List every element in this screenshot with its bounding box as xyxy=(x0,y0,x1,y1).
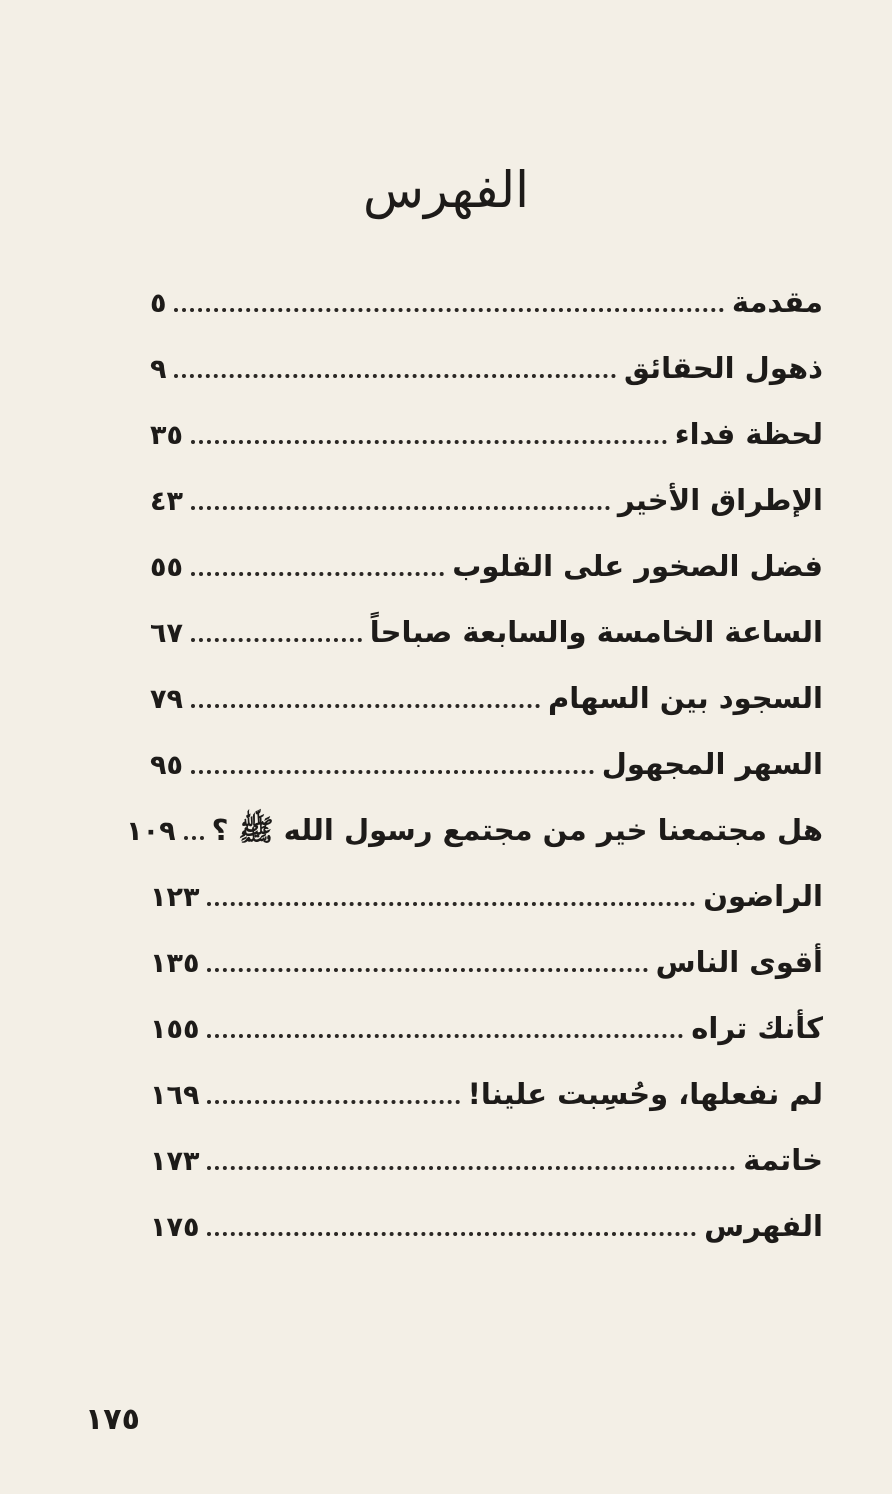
dot-leader xyxy=(191,572,444,576)
dot-leader xyxy=(207,902,695,906)
toc-entry xyxy=(150,412,823,478)
toc-entry-page: ٦٧ xyxy=(150,618,183,649)
dot-leader xyxy=(191,770,594,774)
toc-entry-page: ٥٥ xyxy=(150,552,183,583)
toc-entry xyxy=(150,742,823,808)
toc-entry xyxy=(150,874,823,940)
dot-leader xyxy=(191,704,540,708)
toc-entry-title: السجود بين السهام xyxy=(548,681,823,715)
page-number: ١٧٥ xyxy=(85,1402,140,1437)
dot-leader xyxy=(207,968,647,972)
toc-entry-title: ذهول الحقائق xyxy=(624,351,823,385)
toc-entry-page: ١٥٥ xyxy=(150,1014,200,1045)
dot-leader xyxy=(207,1100,459,1104)
toc-entry-title: لحظة فداء xyxy=(674,417,823,451)
toc-entry xyxy=(150,610,823,676)
dot-leader xyxy=(191,440,667,444)
toc-entry-title: الإطراق الأخير xyxy=(617,483,823,517)
toc-entry-page: ٤٣ xyxy=(150,486,183,517)
toc-entry-title: الفهرس xyxy=(704,1209,823,1243)
toc-entry-title: فضل الصخور على القلوب xyxy=(452,549,823,583)
toc-entry xyxy=(150,346,823,412)
toc-entry-page: ١٠٩ xyxy=(126,816,176,847)
toc-entry-page: ١٧٥ xyxy=(150,1212,200,1243)
toc-entry xyxy=(150,1204,823,1270)
toc-entry-page: ٣٥ xyxy=(150,420,183,451)
toc-entry-page: ٧٩ xyxy=(150,684,183,715)
toc-entry-page: ١٧٣ xyxy=(150,1146,200,1177)
dot-leader xyxy=(207,1166,735,1170)
toc-entry xyxy=(150,676,823,742)
toc-entry-title: الساعة الخامسة والسابعة صباحاً xyxy=(369,615,823,649)
toc-entry-page: ١٦٩ xyxy=(150,1080,200,1111)
toc-entry-page: ٥ xyxy=(150,288,167,319)
toc-entry-title: مقدمة xyxy=(731,285,823,319)
page-title: الفهرس xyxy=(362,161,530,219)
toc-entry-title: كأنك تراه xyxy=(691,1011,823,1045)
toc-entry-page: ١٣٥ xyxy=(150,948,200,979)
toc-entry xyxy=(126,808,823,874)
toc-entry-page: ١٢٣ xyxy=(150,882,200,913)
dot-leader xyxy=(184,836,204,840)
toc-entry-page: ٩٥ xyxy=(150,750,183,781)
toc-entry xyxy=(150,940,823,1006)
toc-entry xyxy=(150,280,823,346)
toc-entry xyxy=(150,544,823,610)
toc-entry-title: الراضون xyxy=(703,879,823,913)
toc-entry xyxy=(150,1006,823,1072)
dot-leader xyxy=(174,308,723,312)
toc-entry-title: أقوى الناس xyxy=(655,945,823,979)
dot-leader xyxy=(207,1232,696,1236)
dot-leader xyxy=(191,638,362,642)
toc-entry-title: خاتمة xyxy=(743,1143,823,1177)
dot-leader xyxy=(191,506,610,510)
dot-leader xyxy=(207,1034,683,1038)
dot-leader xyxy=(174,374,616,378)
toc-entry xyxy=(150,478,823,544)
toc-entry xyxy=(150,1072,823,1138)
toc-entry-title: لم نفعلها، وحُسِبت علينا! xyxy=(467,1077,823,1111)
toc-entry-title: هل مجتمعنا خير من مجتمع رسول الله ﷺ ؟ xyxy=(211,813,823,847)
table-of-contents xyxy=(126,280,823,1270)
toc-entry-title: السهر المجهول xyxy=(601,747,823,781)
toc-entry-page: ٩ xyxy=(150,354,167,385)
toc-entry xyxy=(150,1138,823,1204)
